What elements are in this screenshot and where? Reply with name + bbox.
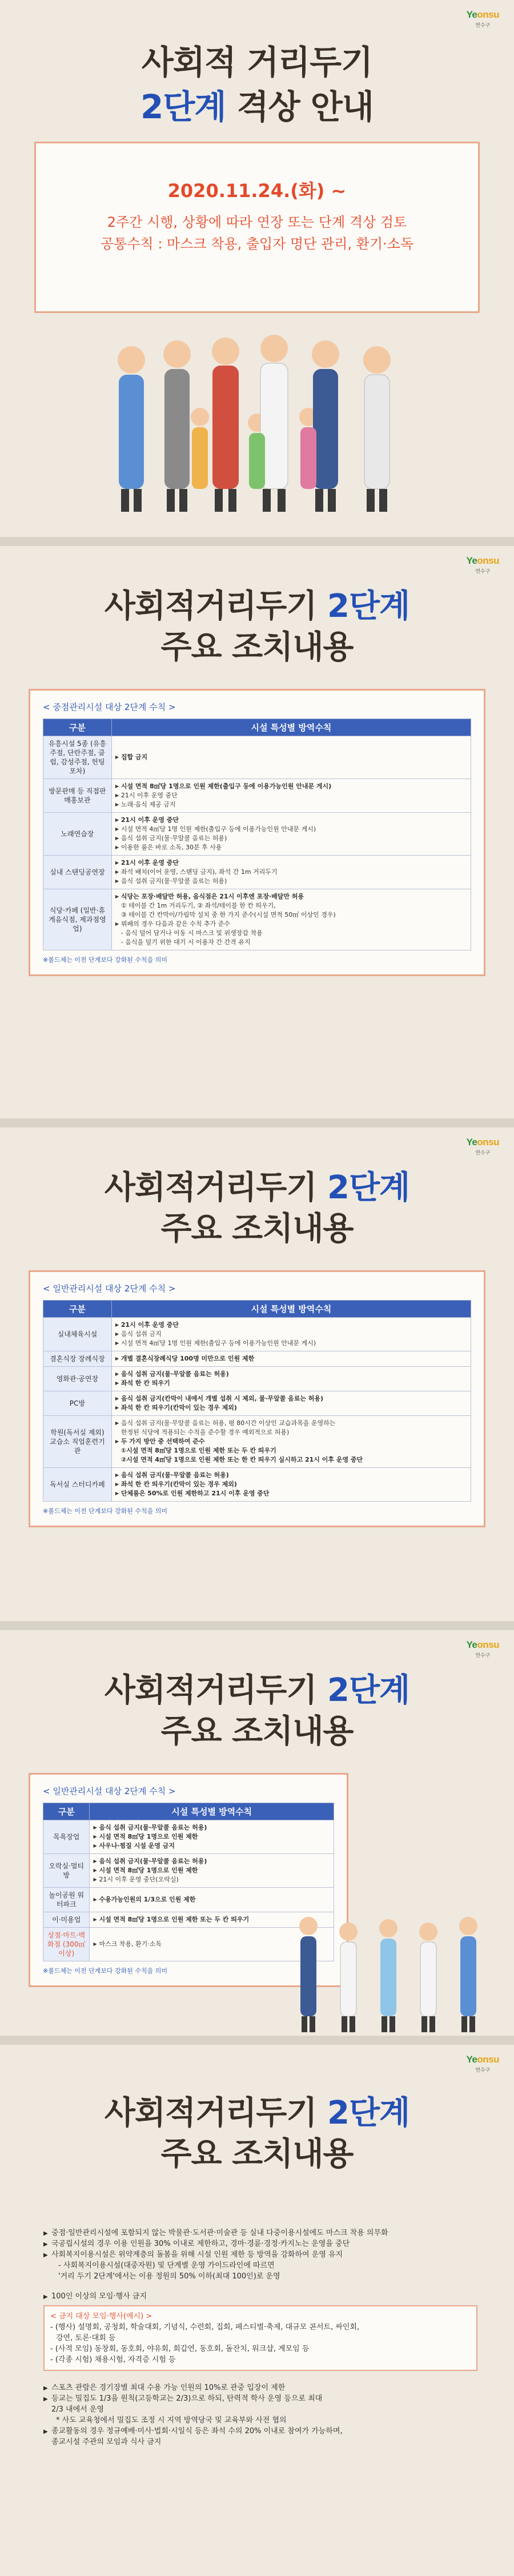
rule-item: ▶ 음식 섭취 금지(물·무알콜 음료는 허용) [115, 1370, 467, 1379]
facility-type: PC방 [43, 1391, 112, 1416]
rule-item: ▶ 단체룸은 50%로 인원 제한하고 21시 이후 운영 중단 [115, 1489, 467, 1498]
list-item: ▶ 등교는 밀집도 1/3을 원칙(고등학교는 2/3)으로 하되, 탄력적 학사 운영 등으로 최대 [43, 2393, 477, 2404]
rules-table-box [29, 1270, 485, 1527]
rule-item: - 음식을 덜기 위한 대기 시 이용자 간 간격 유지 [121, 938, 251, 946]
table-row [43, 1367, 471, 1391]
facility-type: 이·미용업 [43, 1912, 90, 1928]
facility-type: 목욕장업 [43, 1820, 90, 1854]
table-row [43, 813, 471, 856]
rules-table: 구분 시설 특성별 방역수칙 유흥시설 5종 (유흥주점, 단란주점, 클럽, 감성주점, 헌팅포차) ▶ 집합 금지 방문판매 등 직접판매홍보관 ▶ 시설 면적 8㎡당 1명으로 인원 제한(출입구 등에 이용가능인원 안내문 게시) ▶ 21시 이후 운영 중단 ▶ 노래·음식 제공 금지 노래연습장 ▶ 21시 이후 운영 중단 ▶ 시설 면적 4㎡당 1명 인원 제한(출입구 등에 이용가능인원 안내문 게시) ▶ 음식 섭취 금지(물·무알콜 음료는 허용) ▶ 이용한 룸은 바로 소독, 30분 후 사용 실내 스탠딩공연장 ▶ 21시 이후 운영 중단 ▶ 좌석 배치(이어 운영, 스탠딩 금지), 좌석 간 1m 거리두기 ▶ 음식 섭취 금지(물·무알콜 음료는 허용) 식당·카페 (일반·휴게음식점, 제과점영업) ▶ 식당는 포장·배달만 허용, 음식점은 21시 이후엔 포장·배달만 허용 ① 테이블 간 1m 거리두기, ② 좌석/테이블 한 칸 띄우기, ③ 테이블 간 칸막이/가림막 설치 중 한 가지 준수(시설 면적 50㎡ 이상인 경우) ▶ 뷔페의 경우 다음과 같은 수칙 추가 준수 - 음식 덜어 담거나 이동 시 마스크 및 위생장갑 착용 - 음식을 덜기 위한 대기 시 이용자 간 간격 유지 [43, 719, 471, 950]
table-row [43, 1820, 334, 1854]
facility-type: 상점·마트·백화점 (300㎡이상) [43, 1928, 90, 1961]
rule-item: ▶ 식당는 포장·배달만 허용, 음식점은 21시 이후엔 포장·배달만 허용 [115, 892, 467, 901]
rule-item: ▶ 마스크 착용, 환기·소독 [93, 1940, 330, 1949]
rule-item: ▶ 좌석 한 칸 띄우기(칸막이 있는 경우 제외) [115, 1403, 467, 1413]
facility-rules [111, 736, 471, 779]
key-measures-card-2 [0, 1127, 514, 1621]
yeonsu-logo: Yeonsu 연수구 [466, 2054, 499, 2073]
facility-rules [111, 889, 471, 950]
rule-item: ▶ 음식 섭취 금지(물·무알콜 음료는 허용) [115, 1471, 467, 1480]
facility-type: 실내체육시설 [43, 1318, 112, 1351]
list-item: ▶ 100인 이상의 모임·행사 금지 [43, 2291, 477, 2302]
facility-type: 식당·카페 (일반·휴게음식점, 제과점영업) [43, 889, 112, 950]
rule-item: ▶ 개별 결혼식장례식당 100명 미만으로 인원 제한 [115, 1354, 467, 1363]
table-footnote: ※볼드체는 이전 단계보다 강화된 수칙을 의미 [43, 1967, 167, 1975]
rule-item: ▶ 시설 면적 4㎡당 1명 인원 제한(출입구 등에 이용가능인원 안내문 게시) [115, 825, 467, 834]
table-row [43, 1416, 471, 1468]
list-item: ▶ 중점·일반관리시설에 포함되지 않는 박물관·도서관·미술관 등 실내 다중이용시설에도 마스크 착용 의무화 [43, 2228, 477, 2238]
yeonsu-logo: Yeonsu 연수구 [466, 1639, 499, 1659]
rule-item: ▶ 뷔페의 경우 다음과 같은 수칙 추가 준수 [115, 920, 467, 929]
rule-item: ▶ 이용한 룸은 바로 소독, 30분 후 사용 [115, 843, 467, 852]
facility-type: 독서실 스터디카페 [43, 1468, 112, 1502]
rule-item: ▶ 음식 섭취 금지(물·무알콜 음료는 허용) [93, 1823, 330, 1832]
facility-type: 영화관·공연장 [43, 1367, 112, 1391]
section-title: 사회적거리두기 2단계 주요 조치내용 [104, 1169, 410, 1247]
effective-date: 2020.11.24.(화) ~ [167, 180, 347, 202]
facility-rules [111, 779, 471, 813]
rule-item: ▶ 시설 면적 8㎡당 1명으로 인원 제한 또는 두 칸 띄우기 [93, 1915, 330, 1924]
rule-item: ▶ 집합 금지 [115, 753, 467, 762]
rule-item: ▶ 21시 이후 운영 중단 [115, 1321, 467, 1330]
banned-events-box: < 금지 대상 모임·행사(예시) > - (행사) 설명회, 공청회, 학술대회, 기념식, 수련회, 집회, 페스티벌·축제, 대규모 콘서트, 싸인회, 강연, 토론·대회 등 - (사적 모임) 동창회, 동호회, 야유회, 회갑연, 동호회, 돌잔치, 워크샵, 계모임 등 - (각종 시험) 채용시험, 자격증 시험 등 [43, 2305, 477, 2371]
facility-rules [90, 1854, 334, 1888]
rules-table: 구분 시설 특성별 방역수칙 실내체육시설 ▶ 21시 이후 운영 중단 ▶ 음식 섭취 금지 ▶ 시설 면적 4㎡당 1명 인원 제한(출입구 등에 이용가능인원 안내문 게시) 결혼식장 장례식장 ▶ 개별 결혼식장례식당 100명 미만으로 인원 제한 영화관·공연장 ▶ 음식 섭취 금지(물·무알콜 음료는 허용) ▶ 좌석 한 칸 띄우기 PC방 ▶ 음식 섭취 금지(칸막이 내에서 개별 섭취 시 제외, 물·무알콜 음료는 허용) ▶ 좌석 한 칸 띄우기(칸막이 있는 경우 제외) 학원(독서실 제외) 교습소 직업훈련기관 ▶ 음식 섭취 금지(물·무알콜 음료는 허용, 평 80시간 이상인 교습과목을 운영하는 한정된 식당에 적용되는 수칙을 준수할 경우 예외적으로 허용) ▶ 두 가지 방안 중 선택하여 준수 ①시설 면적 8㎡당 1명으로 인원 제한 또는 두 칸 띄우기 ②시설 면적 4㎡당 1명으로 인원 제한 또는 한 칸 띄우기 실시하고 21시 이후 운영 중단 독서실 스터디카페 ▶ 음식 섭취 금지(물·무알콜 음료는 허용) ▶ 좌석 한 칸 띄우기(칸막이 있는 경우 제외) ▶ 단체룸은 50%로 인원 제한하고 21시 이후 운영 중단 [43, 1300, 471, 1502]
rule-item: ▶ 음식 섭취 금지(칸막이 내에서 개별 섭취 시 제외, 물·무알콜 음료는 허용) [115, 1394, 467, 1403]
rule-item: ▶ 수용가능인원의 1/3으로 인원 제한 [93, 1895, 330, 1904]
rule-item: ▶ 음식 섭취 금지 [115, 1330, 467, 1339]
rule-item: - 음식 덜어 담거나 이동 시 마스크 및 위생장갑 착용 [121, 929, 263, 937]
facility-type: 방문판매 등 직접판매홍보관 [43, 779, 112, 813]
rule-item: ▶ 시설 면적 4㎡당 1명 인원 제한(출입구 등에 이용가능인원 안내문 게시) [115, 1339, 467, 1348]
list-item: ▶ 종교활동의 경우 정규예배·미사·법회·시일식 등은 좌석 수의 20% 이내로 참여가 가능하며, [43, 2426, 477, 2437]
facility-rules [111, 813, 471, 856]
facility-rules [90, 1820, 334, 1854]
table-footnote: ※볼드체는 이전 단계보다 강화된 수칙을 의미 [43, 956, 167, 964]
rules-table: 구분 시설 특성별 방역수칙 목욕장업 ▶ 음식 섭취 금지(물·무알콜 음료는 허용) ▶ 시설 면적 8㎡당 1명으로 인원 제한 ▶ 사우나·찜질 시설 운영 금지 오락실·멀티방 ▶ 음식 섭취 금지(물·무알콜 음료는 허용) ▶ 시설 면적 8㎡당 1명으로 인원 제한 ▶ 21시 이후 운영 중단(오락실) 놀이공원 워터파크 ▶ 수용가능인원의 1/3으로 인원 제한 이·미용업 ▶ 시설 면적 8㎡당 1명으로 인원 제한 또는 두 칸 띄우기 상점·마트·백화점 (300㎡이상) ▶ 마스크 착용, 환기·소독 [43, 1803, 334, 1961]
notice-box [34, 142, 480, 313]
measures-text: ▶ 중점·일반관리시설에 포함되지 않는 박물관·도서관·미술관 등 실내 다중이용시설에도 마스크 착용 의무화 ▶ 국공립시설의 경우 이용 인원을 30% 이내로 제한하고, 경마·경륜·경정·카지노는 운영을 중단 ▶ 사회복지이용시설은 위약계층의 돌봄을 위해 시설 인원 제한 등 방역을 강화하여 운영 유지 - 사회복지이용시설(대중자원) 및 단계별 운영 가이드라인에 따르면 '거리 두기 2단계'에서는 이용 정원의 50% 이하(최대 100인)로 운영 ▶ 100인 이상의 모임·행사 금지 < 금지 대상 모임·행사(예시) > - (행사) 설명회, 공청회, 학술대회, 기념식, 수련회, 집회, 페스티벌·축제, 대규모 콘서트, 싸인회, 강연, 토론·대회 등 - (사적 모임) 동창회, 동호회, 야유회, 회갑연, 동호회, 돌잔치, 워크샵, 계모임 등 - (각종 시험) 채용시험, 자격증 시험 등 ▶ 스포츠 관람은 경기장별 최대 수용 가능 인원의 10%로 관중 입장이 제한 ▶ 등교는 밀집도 1/3을 원칙(고등학교는 2/3)으로 하되, 탄력적 학사 운영 등으로 최대 2/3 내에서 운영 * 사도 교육청에서 밀집도 조정 시 지역 방역당국 및 교육부와 사전 협의 ▶ 종교활동의 경우 정규예배·미사·법회·시일식 등은 좌석 수의 20% 이내로 참여가 가능하며, 종교시설 주관의 모임과 식사 금지 [43, 2228, 477, 2447]
list-item: ▶ 사회복지이용시설은 위약계층의 돌봄을 위해 시설 인원 제한 등 방역을 강화하여 운영 유지 [43, 2249, 477, 2260]
rule-item: ▶ 21시 이후 운영 중단 [115, 791, 467, 800]
rule-item: ▶ 음식 섭취 금지(물·무알콜 음료는 허용, 평 80시간 이상인 교습과목을 운영하는 [115, 1419, 467, 1428]
rule-item: ▶ 21시 이후 운영 중단(오락실) [93, 1875, 330, 1884]
rule-item: ▶ 음식 섭취 금지(물·무알콜 음료는 허용) [115, 834, 467, 843]
section-title: 사회적거리두기 2단계 주요 조치내용 [104, 1672, 410, 1750]
table-row [43, 779, 471, 813]
rule-item: ▶ 21시 이후 운영 중단 [115, 858, 467, 868]
rule-item: ▶ 시설 면적 8㎡당 1명으로 인원 제한(출입구 등에 이용가능인원 안내문 게시) [115, 782, 467, 791]
rule-item: ▶ 좌석 배치(이어 운영, 스탠딩 금지), 좌석 간 1m 거리두기 [115, 868, 467, 877]
facility-type: 실내 스탠딩공연장 [43, 856, 112, 889]
rule-item: ▶ 음식 섭취 금지(물·무알콜 음료는 허용) [93, 1857, 330, 1866]
table-row [43, 889, 471, 950]
table-row [43, 736, 471, 779]
facility-rules [111, 1468, 471, 1502]
key-measures-card-1 [0, 546, 514, 1118]
rule-item: ▶ 노래·음식 제공 금지 [115, 800, 467, 809]
rule-item: ▶ 음식 섭취 금지(물·무알콜 음료는 허용) [115, 877, 467, 886]
notice-line-1: 2주간 시행, 상황에 따라 연장 또는 단계 격상 검토 [107, 214, 407, 230]
table-row [43, 856, 471, 889]
list-item: ▶ 스포츠 관람은 경기장별 최대 수용 가능 인원의 10%로 관중 입장이 제한 [43, 2382, 477, 2393]
key-measures-card-3 [0, 1630, 514, 2036]
section-title: 사회적거리두기 2단계 주요 조치내용 [104, 2094, 410, 2173]
rule-item: ▶ 시설 면적 8㎡당 1명으로 인원 제한 [93, 1832, 330, 1841]
notice-line-2: 공통수칙 : 마스크 착용, 출입자 명단 관리, 환기·소독 [100, 236, 414, 252]
key-measures-card-4 [0, 2045, 514, 2576]
notice-card [0, 0, 514, 537]
table-row [43, 1351, 471, 1367]
table-row [43, 1854, 334, 1888]
table-row [43, 1318, 471, 1351]
facility-rules [111, 1351, 471, 1367]
rule-item: ①시설 면적 8㎡당 1명으로 인원 제한 또는 두 칸 띄우기 [121, 1447, 276, 1454]
rule-item: ▶ 사우나·찜질 시설 운영 금지 [93, 1841, 330, 1851]
table-footnote: ※볼드체는 이전 단계보다 강화된 수칙을 의미 [43, 1507, 167, 1515]
facility-rules [111, 856, 471, 889]
page-title: 사회적 거리두기 2단계 격상 안내 [140, 43, 374, 126]
list-item: ▶ 국공립시설의 경우 이용 인원을 30% 이내로 제한하고, 경마·경륜·경정·카지노는 운영을 중단 [43, 2238, 477, 2249]
facility-type: 유흥시설 5종 (유흥주점, 단란주점, 클럽, 감성주점, 헌팅포차) [43, 736, 112, 779]
people-illustration [86, 320, 428, 525]
facility-rules [111, 1318, 471, 1351]
facility-type: 놀이공원 워터파크 [43, 1888, 90, 1912]
rule-item: ③ 테이블 간 칸막이/가림막 설치 중 한 가지 준수(시설 면적 50㎡ 이상인 경우) [121, 911, 336, 918]
medical-staff-illustration [286, 1903, 491, 2035]
facility-type: 오락실·멀티방 [43, 1854, 90, 1888]
facility-type: 결혼식장 장례식장 [43, 1351, 112, 1367]
rules-table-box [29, 689, 485, 976]
table-row [43, 1468, 471, 1502]
facility-rules [111, 1367, 471, 1391]
table-caption: < 중점관리시설 대상 2단계 수칙 > [43, 702, 176, 712]
facility-rules [111, 1391, 471, 1416]
list-subitem: '거리 두기 2단계'에서는 이용 정원의 50% 이하(최대 100인)로 운영 [58, 2272, 280, 2281]
rule-item: ▶ 좌석 한 칸 띄우기 [115, 1379, 467, 1388]
rule-item: ① 테이블 간 1m 거리두기, ② 좌석/테이블 한 칸 띄우기, [121, 902, 276, 909]
table-caption: < 일반관리시설 대상 2단계 수칙 > [43, 1786, 176, 1796]
facility-rules [111, 1416, 471, 1468]
table-caption: < 일반관리시설 대상 2단계 수칙 > [43, 1283, 176, 1294]
rule-item: ▶ 시설 면적 8㎡당 1명으로 인원 제한 [93, 1866, 330, 1875]
section-title: 사회적거리두기 2단계 주요 조치내용 [104, 588, 410, 666]
yeonsu-logo: Yeonsu 연수구 [466, 555, 499, 575]
rule-item: ▶ 두 가지 방안 중 선택하여 준수 [115, 1437, 467, 1446]
facility-type: 노래연습장 [43, 813, 112, 856]
yeonsu-logo: Yeonsu 연수구 [466, 9, 499, 29]
table-row [43, 1391, 471, 1416]
list-subitem: - 사회복지이용시설(대중자원) 및 단계별 운영 가이드라인에 따르면 [58, 2261, 275, 2270]
rule-item: 한정된 식당에 적용되는 수칙을 준수할 경우 예외적으로 허용) [121, 1429, 290, 1436]
rule-item: ▶ 21시 이후 운영 중단 [115, 816, 467, 825]
facility-type: 학원(독서실 제외) 교습소 직업훈련기관 [43, 1416, 112, 1468]
rule-item: ②시설 면적 4㎡당 1명으로 인원 제한 또는 한 칸 띄우기 실시하고 21시 이후 운영 중단 [121, 1456, 363, 1463]
yeonsu-logo: Yeonsu 연수구 [466, 1137, 499, 1156]
rule-item: ▶ 좌석 한 칸 띄우기(칸막이 있는 경우 제외) [115, 1480, 467, 1489]
